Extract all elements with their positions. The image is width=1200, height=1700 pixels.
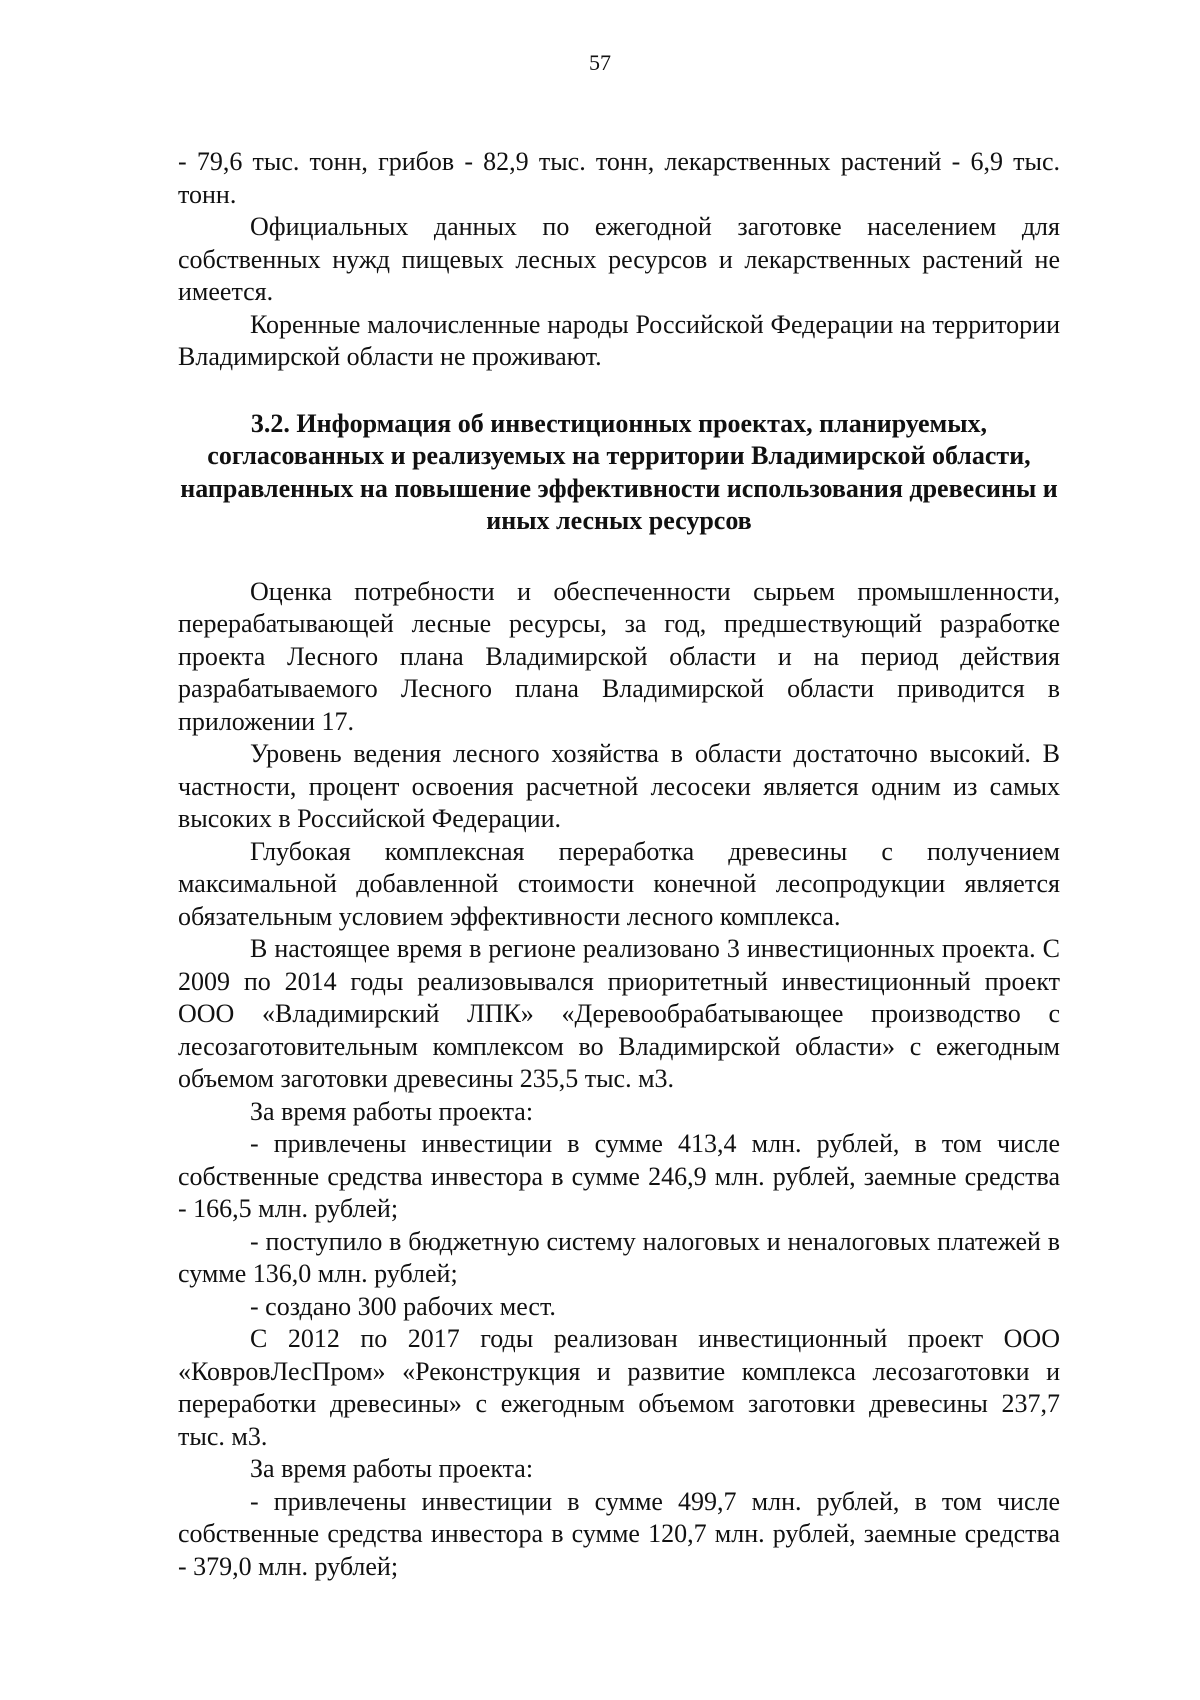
list-item: - поступило в бюджетную систему налоговых и неналоговых платежей в сумме 136,0 млн. рублей; xyxy=(178,1226,1060,1288)
list-item: - привлечены инвестиции в сумме 413,4 млн. рублей, в том числе собственные средства инвестора в сумме 246,9 млн. рублей, заемные средства - 166,5 млн. рублей; xyxy=(178,1129,1060,1223)
paragraph: Официальных данных по ежегодной заготовке населением для собственных нужд пищевых лесных ресурсов и лекарственных растений не имеется. xyxy=(178,212,1060,306)
page-number: 57 xyxy=(589,50,611,75)
paragraph: За время работы проекта: xyxy=(250,1454,534,1483)
paragraph: С 2012 по 2017 годы реализован инвестиционный проект ООО «КовровЛесПром» «Реконструкция и развитие комплекса лесозаготовки и переработки древесины» с ежегодным объемом заготовки древесины 237,7 тыс. м3. xyxy=(178,1324,1060,1451)
paragraph: Оценка потребности и обеспеченности сырьем промышленности, перерабатывающей лесные ресурсы, за год, предшествующий разработке проекта Лесного плана Владимирской области и на период действия разрабатываемого Лесного плана Владимирской области приводится в приложении 17. xyxy=(178,576,1060,736)
paragraph: За время работы проекта: xyxy=(250,1096,534,1126)
list-item: - создано 300 рабочих мест. xyxy=(250,1291,556,1321)
list-item: - привлечены инвестиции в сумме 499,7 млн. рублей, в том числе собственные средства инвестора в сумме 120,7 млн. рублей, заемные средства - 379,0 млн. рублей; xyxy=(178,1486,1060,1581)
paragraph: Уровень ведения лесного хозяйства в области достаточно высокий. В частности, процент освоения расчетной лесосеки является одним из самых высоких в Российской Федерации. xyxy=(178,739,1060,833)
paragraph: - 79,6 тыс. тонн, грибов - 82,9 тыс. тонн, лекарственных растений - 6,9 тыс. тонн. xyxy=(178,147,1060,209)
paragraph: Глубокая комплексная переработка древесины с получением максимальной добавленной стоимости конечной лесопродукции является обязательным условием эффективности лесного комплекса. xyxy=(178,836,1060,931)
document-body xyxy=(178,146,1060,1583)
paragraph: Коренные малочисленные народы Российской Федерации на территории Владимирской области не проживают. xyxy=(178,309,1060,371)
paragraph: В настоящее время в регионе реализовано 3 инвестиционных проекта. С 2009 по 2014 годы реализовывался приоритетный инвестиционный проект ООО «Владимирский ЛПК» «Деревообрабатывающее производство с лесозаготовительным комплексом во Владимирской области» с ежегодным объемом заготовки древесины 235,5 тыс. м3. xyxy=(178,934,1060,1093)
section-heading: 3.2. Информация об инвестиционных проектах, планируемых, согласованных и реализуемых на территории Владимирской области, направленных на повышение эффективности использования древесины и иных лесных ресурсов xyxy=(180,408,1058,535)
